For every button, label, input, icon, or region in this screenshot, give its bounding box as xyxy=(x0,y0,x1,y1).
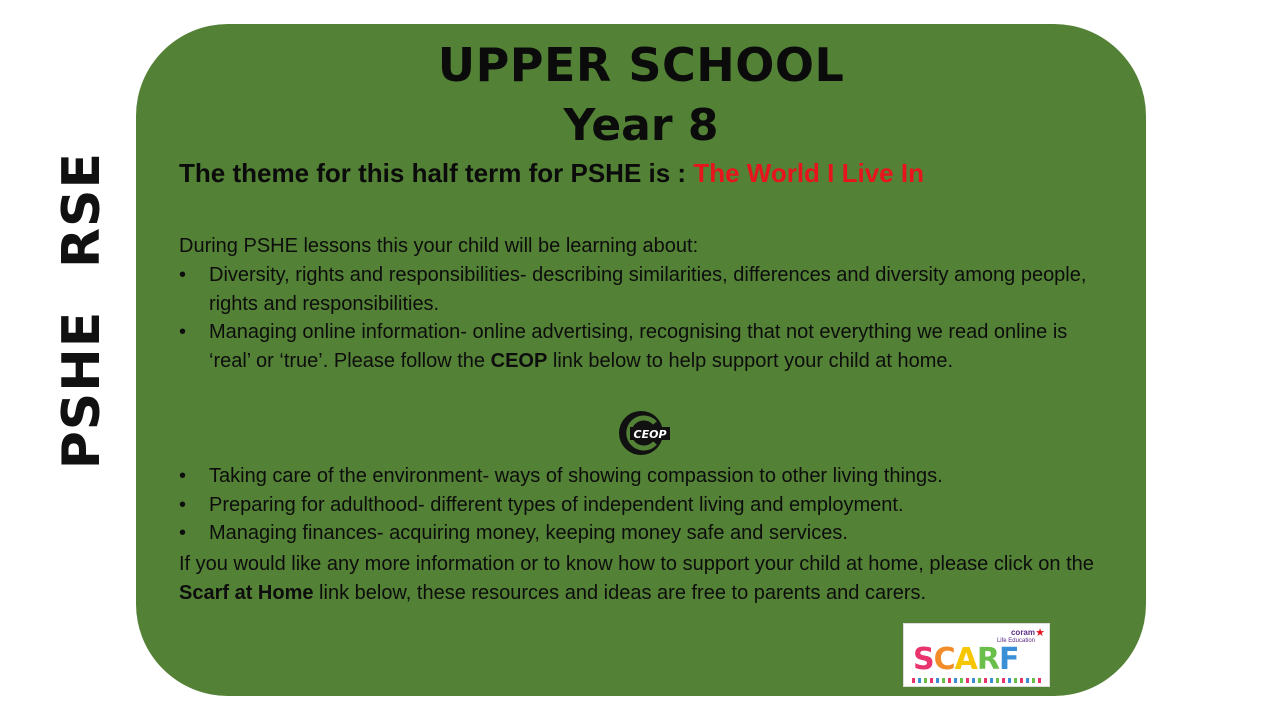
topic-list-1 xyxy=(179,261,1099,375)
scarf-logo[interactable] xyxy=(903,623,1050,687)
rse-label: RSE xyxy=(52,151,112,269)
topic-list-2 xyxy=(179,462,1099,548)
theme-line xyxy=(179,158,924,189)
list-item: • Managing online information- online advertising, recognising that not everything we read online is ‘real’ or ‘true’. Please follow the CEOP link below to help support your child at home. xyxy=(179,318,1099,375)
list-item: • Managing finances- acquiring money, keeping money safe and services. xyxy=(179,519,1099,548)
scarf-link-text[interactable]: Scarf at Home xyxy=(179,581,314,604)
scarf-wordmark: SCARF xyxy=(913,642,1019,677)
ceop-logo[interactable] xyxy=(612,410,670,456)
star-icon: ★ xyxy=(1035,627,1045,639)
year-heading: Year 8 xyxy=(563,100,719,151)
info-card xyxy=(136,24,1146,696)
ceop-logo-text: CEOP xyxy=(633,428,667,441)
list-item: • Taking care of the environment- ways of showing compassion to other living things. xyxy=(179,462,1099,491)
ceop-link-text[interactable]: CEOP xyxy=(490,349,548,372)
theme-value: The World I Live In xyxy=(693,158,924,188)
page-title: UPPER SCHOOL xyxy=(437,38,845,92)
intro-text: During PSHE lessons this your child will be learning about: xyxy=(179,235,699,257)
side-label xyxy=(42,150,122,470)
outro-text: If you would like any more information or to know how to support your child at home, please click on the Scarf at Home link below, these resources and ideas are free to parents and carers. xyxy=(179,553,1094,604)
list-item: • Diversity, rights and responsibilities- describing similarities, differences and diversity among people, rights and responsibilities. xyxy=(179,261,1099,318)
people-strip xyxy=(912,678,1041,683)
coram-brand: coram Life Education xyxy=(996,628,1035,644)
theme-prefix: The theme for this half term for PSHE is : xyxy=(179,158,687,188)
pshe-label: PSHE xyxy=(52,310,112,470)
list-item: • Preparing for adulthood- different types of independent living and employment. xyxy=(179,491,1099,520)
